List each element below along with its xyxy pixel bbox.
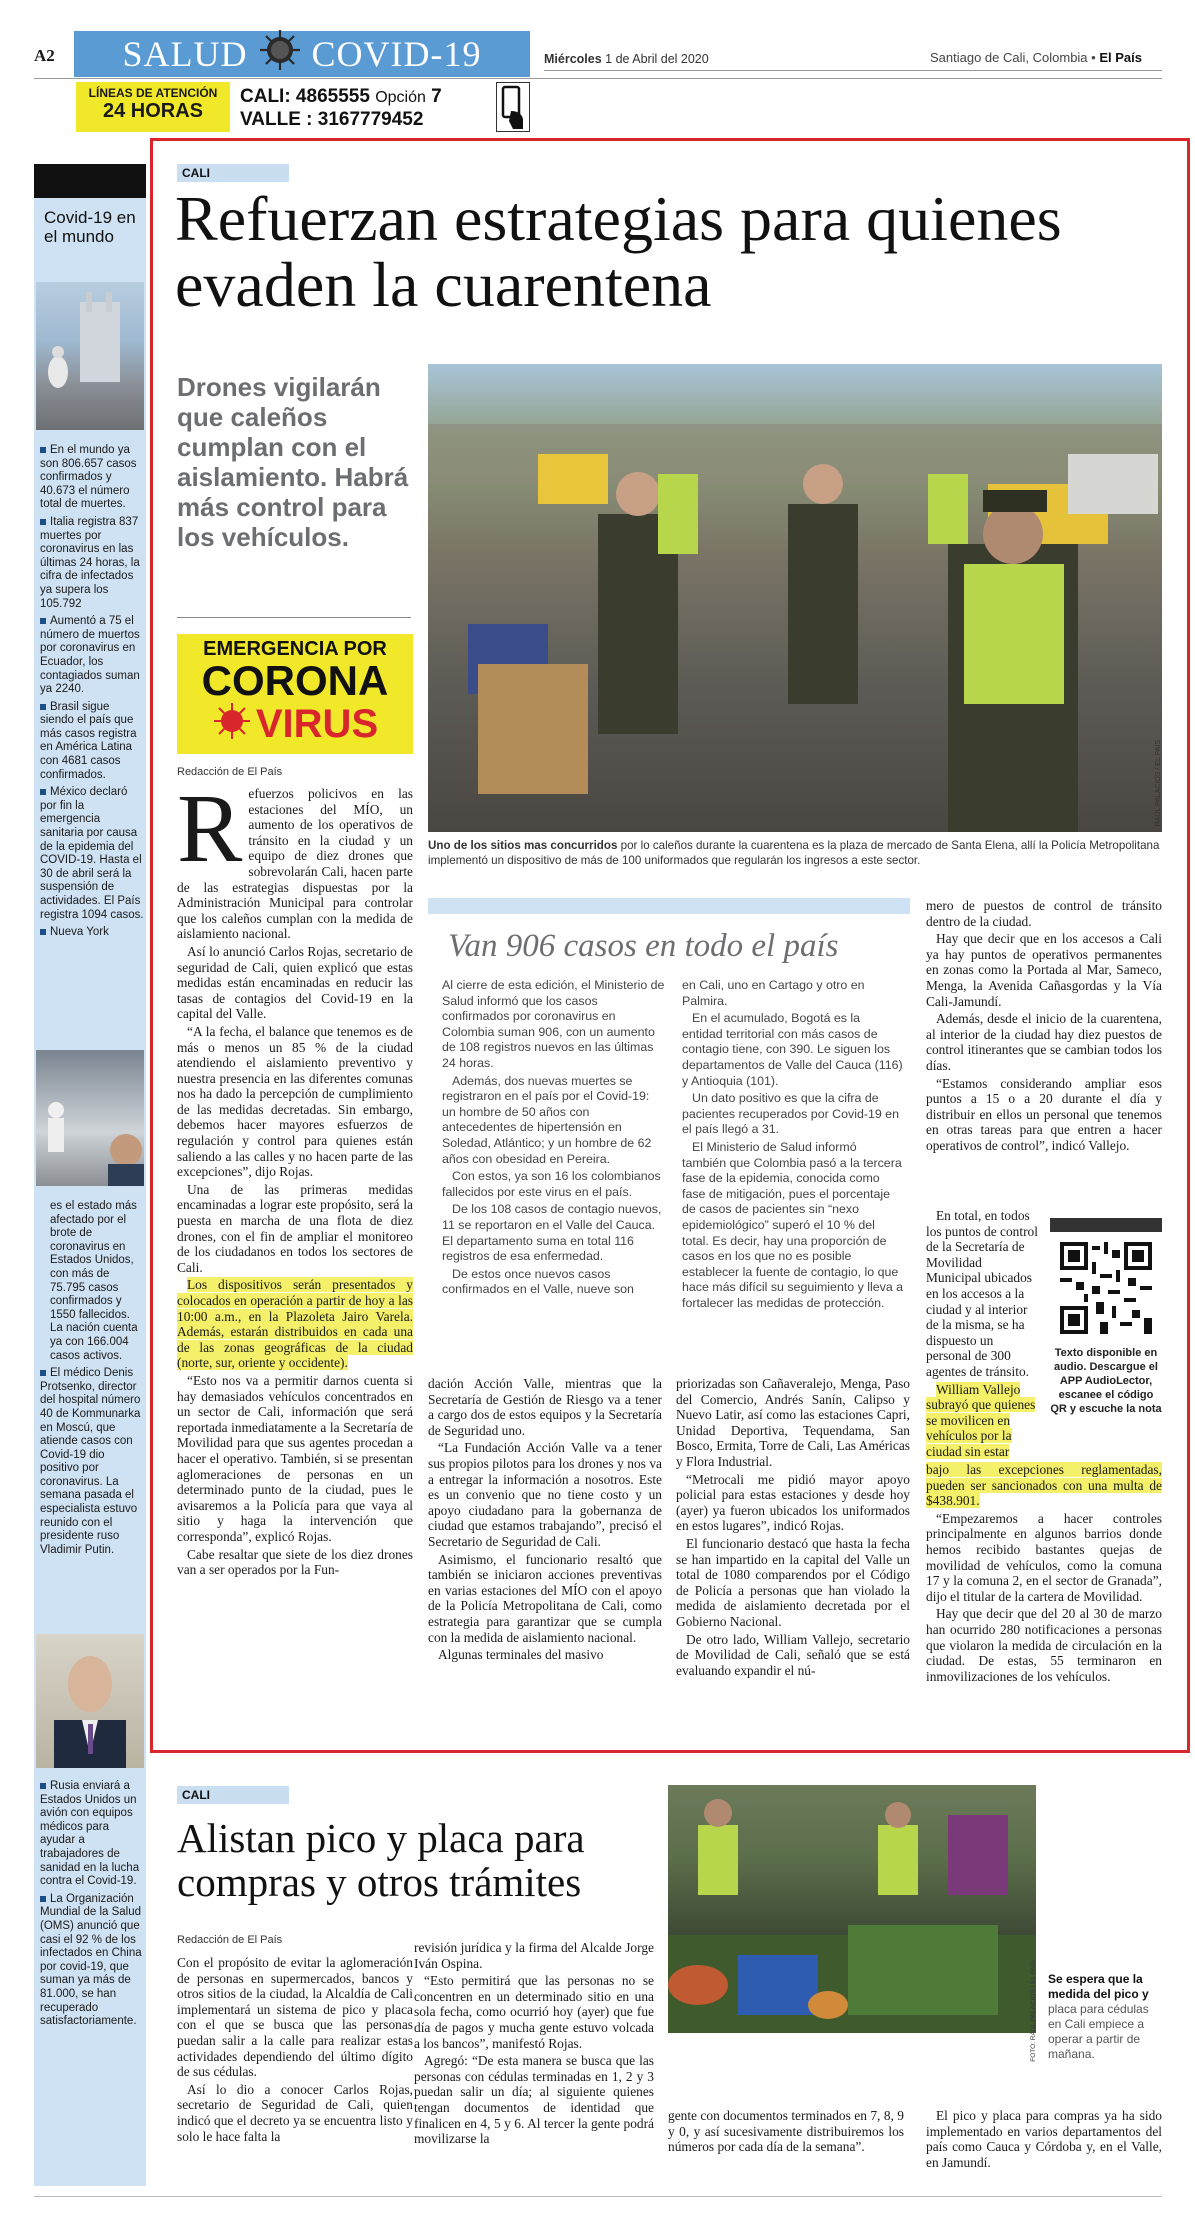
paragraph: gente con documentos terminados en 7, 8, 9 y 0, y así sucesivamente distribuiremos los números por cada día de la semana”. (668, 2108, 904, 2155)
paragraph: Cabe resaltar que siete de los diez drones van a ser operados por la Fun- (177, 1546, 413, 1578)
second-photo-caption (1048, 1972, 1164, 2062)
paragraph: dación Acción Valle, mientras que la Secretaría de Gestión de Riesgo va a tener a cargo dos de estos equipos y la Secretaría de Seguridad uno. (428, 1376, 662, 1438)
sidebox (428, 898, 910, 1362)
phone-hand-icon (496, 82, 530, 132)
section-banner (74, 31, 530, 77)
sidebox-column-1 (442, 978, 666, 1300)
sidebox-title: Van 906 casos en todo el país (448, 928, 839, 964)
sidebar-item: Brasil sigue siendo el país que más casos registra en América Latina con 4681 casos confirmados. (40, 700, 137, 781)
cali-phone: CALI: 4865555 (240, 86, 370, 107)
paragraph: De otro lado, William Vallejo, secretario de Movilidad de Cali, señaló que se está evaluando expandir el nú- (676, 1631, 910, 1678)
paragraph: efuerzos policivos en las estaciones del MÍO, un aumento de los operativos de tránsito en la ciudad y un equipo de diez drones que sobrevolarán Cali, hacen parte de las estrategias dispuestas por la Administración Municipal para controlar que los caleños cumplan con la medida de aislamiento nacional. (177, 786, 413, 942)
paper-name: El País (1099, 50, 1142, 65)
sidebar-item: Aumentó a 75 el número de muertos por coronavirus en Ecuador, los contagiados suman ya 2240. (40, 615, 140, 696)
drop-cap: R (177, 775, 243, 883)
second-column-4 (926, 2108, 1162, 2172)
sidebar-item: Nueva York (40, 926, 144, 940)
footer-rule (34, 2196, 1162, 2197)
paragraph: “Empezaremos a hacer controles principalmente en algunos barrios donde hemos recibido bastantes quejas de movilidad de vehículos, como la comuna 17 y la comuna 2, en el sector de Granada”, dijo el titular de la cartera de Movilidad. (926, 1510, 1162, 1604)
paragraph: revisión jurídica y la firma del Alcalde Jorge Iván Ospina. (414, 1940, 654, 1971)
caption-lead: Uno de los sitios mas concurridos (428, 839, 618, 852)
byline: Redacción de El País (177, 766, 283, 778)
article-column-4-narrow (926, 1208, 1038, 1462)
date-line (544, 52, 709, 66)
paragraph: Un dato positivo es que la cifra de pacientes recuperados por Covid-19 en el país llegó a 31. (682, 1091, 899, 1137)
sidebar-item: Rusia enviará a Estados Unidos un avión con equipos médicos para ayudar a trabajadores de sanidad en la lucha contra el Covid-19. (40, 1780, 140, 1888)
second-byline: Redacción de El País (177, 1934, 283, 1946)
main-headline: Refuerzan estrategias para quienes evaden la cuarentena (175, 183, 1062, 320)
paragraph: Hay que decir que en los accesos a Cali ya hay puntos de operativos permanentes en zonas como la Portada al Mar, Sameco, Menga, la Avenida Cañasgordas y la Vía Cali-Jamundí. (926, 931, 1162, 1009)
sidebar-item: La Organización Mundial de la Salud (OMS) anunció que casi el 92 % de los infectados en China por covid-19, que suman ya más de 81.000, se han recuperado satisfactoriamente. (40, 1892, 142, 2028)
second-caption-lead: Se espera que la medida del pico y (1048, 1972, 1149, 2001)
paragraph: en Cali, uno en Cartago y otro en Palmira. (682, 978, 865, 1008)
highlighted-paragraph: Los dispositivos serán presentados y colocados en operación a partir de hoy a las 10:00 a.m., en la Plazoleta Jairo Varela. Además, estarán distribuidos en cada una de las zonas geográficas de la ciudad (norte, sur, oriente y occidente). (177, 1277, 413, 1371)
caption-text: por lo caleños durante la cuarentena es la plaza de mercado de Santa Elena, allí la Policía Metropolitana implementó un dispositivo de más de 100 uniformados que regularán los ingresos a este sector. (428, 839, 1160, 867)
paragraph: Además, dos nuevas muertes se registraron en el país por el Covid-19: un hombre de 50 años con antecedentes de hipertensión en Soledad, Atlántico; y un hombre de 62 años con obesidad en Pereira. (442, 1073, 652, 1166)
hotline-numbers (240, 86, 442, 131)
highlighted-paragraph: bajo las excepciones reglamentadas, pueden ser sancionados con una multa de $438.901. (926, 1462, 1162, 1509)
highlighted-paragraph: William Vallejo subrayó que quienes se movilicen en vehículos por la ciudad sin estar (926, 1381, 1036, 1459)
article-column-4 (926, 898, 1162, 1156)
cali-option-number: 7 (431, 86, 442, 107)
paragraph: mero de puestos de control de tránsito dentro de la ciudad. (926, 898, 1162, 929)
paragraph: “Esto permitirá que las personas no se concentren en un determinado sitio en una sola fecha, como ocurrió hoy (ayer) que fue día de pagos y mucha gente estuvo volcada a los bancos”, manifestó Rojas. (414, 1973, 654, 2051)
paragraph: En el acumulado, Bogotá es la entidad territorial con más casos de contagio tiene, con 390. Le siguen los departamentos de Valle del Cauca (116) y Antioquia (101). (682, 1011, 903, 1088)
emergency-line1: EMERGENCIA POR (203, 638, 387, 660)
second-photo (668, 1785, 1036, 2033)
article-column-2 (428, 1376, 662, 1665)
section-tag: CALI (177, 164, 289, 182)
paragraph: Con el propósito de evitar la aglomeración de personas en supermercados, bancos y otros sitios de la ciudad, la Alcaldía de Cali implementará un sistema de pico y placa con el que se busca que las personas puedan salir a la calle para realizar estas actividades dependiendo del último dígito de sus cédulas. (177, 1955, 413, 2080)
paragraph: “A la fecha, el balance que tenemos es de más o menos un 85 % de la ciudad atendiendo el aislamiento preventivo y nuestra presencia en las diferentes comunas nos ha dado la percepción de cumplimiento de las medidas decretadas. Sin embargo, debemos hacer mayores esfuerzos de regulación y control para quienes están saliendo a las calles y no hacen parte de las excepciones”, dijo Rojas. (177, 1023, 413, 1180)
deck: Drones vigilarán que caleños cumplan con el aislamiento. Habrá más control para los vehículos. (177, 372, 409, 552)
paragraph: Además, desde el inicio de la cuarentena, al interior de la ciudad hay diez puestos de control itinerantes que se cambian todos los días. (926, 1011, 1162, 1073)
paragraph: “Estamos considerando ampliar esos puntos a 15 o a 20 durante el día y distribuir en ellos un personal que tenemos en otras tareas para que entren a hacer operativos de control”, indicó Vallejo. (926, 1075, 1162, 1153)
sidebar-item: México declaró por fin la emergencia sanitaria por causa de la epidemia del COVID-19. Hasta el 30 de abril será la suspensión de actividades. El País registra 1094 casos. (40, 786, 144, 921)
cali-option-word: Opción (375, 89, 426, 106)
paragraph: El pico y placa para compras ya ha sido implementado en varios departamentos del país como Cauca y Córdoba y, en el Valle, en Jamundí. (926, 2108, 1162, 2170)
sidebar-list-1 (40, 444, 144, 944)
sidebox-column-2 (682, 978, 904, 1313)
emergency-line2: CORONA (201, 657, 389, 704)
paragraph: Una de las primeras medidas encaminadas a lograr este propósito, será la puesta en marcha de una flota de diez drones, con el fin de ampliar el monitoreo de los ciudadanos en todos los sectores de Cali. (177, 1181, 413, 1275)
paragraph: Así lo dio a conocer Carlos Rojas, secretario de Seguridad de Cali, quien indicó que el decreto ya se encuentra listo y solo le hace falta la (177, 2081, 413, 2144)
paragraph: De los 108 casos de contagio nuevos, 11 se reportaron en el Valle del Cauca. El departamento suma en total 116 registros de esa enfermedad. (442, 1202, 662, 1264)
date-rest: 1 de Abril del 2020 (605, 52, 709, 66)
sidebar-top-bar (34, 164, 146, 198)
paragraph: “Metrocali me pidió mayor apoyo policial para estas estaciones y desde hoy (ayer) ya fueron ubicados los uniformados en estos lugares”, indicó Rojas. (676, 1471, 910, 1534)
valle-phone: VALLE : 3167779452 (240, 109, 424, 130)
article-column-3 (676, 1376, 910, 1680)
second-column-3 (668, 2108, 904, 2157)
paragraph: Al cierre de esta edición, el Ministerio de Salud informó que los casos confirmados por coronavirus en Colombia suman 906, con un aumento de 108 registros nuevos en las últimas 24 horas. (442, 978, 665, 1070)
header-rule (34, 78, 1162, 79)
paragraph: Agregó: “De esta manera se busca que las personas con cédulas terminadas en 1, 2 y 3 puedan salir un día; al siguiente quienes tengan documentos de identidad que finalicen en 4, 5 y 6. Al tercer la gente podrá movilizarse la (414, 2053, 654, 2147)
sidebar-photo-putin (36, 1634, 144, 1768)
deck-rule (177, 617, 411, 618)
sidebox-top-bar (428, 898, 910, 914)
second-photo-credit: FOTO: RAÚL PALACIOS / EL PAÍS (1030, 1960, 1037, 2062)
virus-icon (212, 701, 252, 746)
paragraph: Así lo anunció Carlos Rojas, secretario de seguridad de Cali, quien explicó que estas medidas están encaminadas en reducir las tasas de contagios del Covid-19 en la capital del Valle. (177, 943, 413, 1022)
paragraph: “Esto nos va a permitir darnos cuenta si hay demasiados vehículos concentrados en un sector de Cali, información que será reportada inmediatamente a la Secretaría de Movilidad para que sus agentes procedan a hacer el operativo. También, si se presentan aglomeraciones de personas en un determinado punto de la ciudad, pues le avisaremos a la Policía para que vaya al sitio y haga la intervención que corresponda”, explicó Rojas. (177, 1372, 413, 1544)
paragraph: Con estos, ya son 16 los colombianos fallecidos por este virus en el país. (442, 1169, 661, 1199)
second-caption-text: placa para cédulas en Cali empiece a operar a partir de mañana. (1048, 2002, 1149, 2061)
qr-block (1050, 1218, 1162, 1416)
main-photo (428, 364, 1162, 832)
sidebar-item: es el estado más afectado por el brote de coronavirus en Estados Unidos, con más de 75.795 casos confirmados y 1550 fallecidos. La nación cuenta ya con 166.004 casos activos. (50, 1200, 138, 1362)
article-column-4-bottom (926, 1462, 1162, 1686)
sidebar-list-2 (40, 1200, 144, 1561)
place-text: Santiago de Cali, Colombia • (930, 50, 1096, 65)
second-section-tag: CALI (177, 1786, 289, 1804)
photo-credit: RAÚL PALACIOS / EL PAÍS (1155, 740, 1162, 827)
banner-left-text: SALUD (122, 34, 248, 74)
emergency-line3: VIRUS (255, 701, 379, 746)
sidebar-item: El médico Denis Protsenko, director del hospital número 40 de Kommunarka en Moscú, que atiende casos con Covid-19 dio positivo por coronavirus. La semana pasada el especialista estuvo reunido con el presidente ruso Vladimir Putin. (40, 1367, 141, 1556)
article-column-1 (177, 775, 413, 1580)
paragraph: Hay que decir que del 20 al 30 de marzo han ocurrido 280 notificaciones a personas que violaron la medida de circulación en la ciudad. De estas, 55 terminaron en inmovilizaciones de los vehículos. (926, 1606, 1162, 1684)
paragraph: Asimismo, el funcionario resaltó que también se iniciaron acciones preventivas en varias estaciones del MÍO con el apoyo de la Policía Metropolitana de Cali, como estrategia para garantizar que se cumpla con la medida de aislamiento nacional. (428, 1551, 662, 1645)
hotline-label-line1: LÍNEAS DE ATENCIÓN (88, 86, 218, 100)
second-headline: Alistan pico y placa para compras y otros trámites (177, 1815, 585, 1905)
hotline-label (76, 82, 230, 132)
paragraph: El funcionario destacó que hasta la fecha se han impartido en la capital del Valle un total de 1080 comparendos por el Código de Policía a personas que han violado la medida de aislamiento decretada por el Gobierno Nacional. (676, 1535, 910, 1629)
sidebar-photo-italy (36, 282, 144, 430)
paragraph: Algunas terminales del masivo (438, 1647, 604, 1663)
sidebar-photo-newyork (36, 1050, 144, 1186)
paragraph: En total, en todos los puntos de control de la Secretaría de Movilidad Municipal ubicados en los accesos a la ciudad y al interior de la misma, se ha dispuesto un personal de 300 agentes de tránsito. (926, 1208, 1038, 1379)
sidebar-item: En el mundo ya son 806.657 casos confirmados y 40.673 el número total de muertes. (40, 444, 137, 511)
paragraph: “La Fundación Acción Valle va a tener sus propios pilotos para los drones y nos va a entregar la información a nosotros. Este es un convenio que no tiene costo y un apoyo ciudadano para la gobernanza de ciudad que estamos trabajando”, precisó el Secretario de Seguridad de Cali. (428, 1440, 662, 1549)
paragraph: De estos once nuevos casos confirmados en el Valle, nueve son (442, 1266, 634, 1297)
header-rule-right (544, 70, 1162, 71)
sidebar-title: Covid-19 en el mundo (44, 208, 136, 246)
banner-right-text: COVID-19 (311, 34, 482, 74)
sidebar-list-3 (40, 1780, 144, 2033)
qr-top-bar (1050, 1218, 1162, 1232)
second-column-1 (177, 1955, 413, 2146)
date-day: Miércoles (544, 52, 602, 66)
emergency-badge (177, 634, 413, 754)
hotline-label-line2: 24 HORAS (102, 100, 204, 122)
photo-caption (428, 838, 1162, 868)
second-column-2 (414, 1940, 654, 2149)
paragraph: priorizadas son Cañaveralejo, Menga, Paso del Comercio, Andrés Sanín, Calipso y Nuevo Latir, así como las estaciones Capri, Unidad Deportiva, Tequendama, San Bosco, Ermita, Torre de Cali, Las Américas y Flora Industrial. (676, 1376, 910, 1469)
paragraph: El Ministerio de Salud informó también que Colombia pasó a la tercera fase de la epidemia, conocida como fase de mitigación, pues el porcentaje de casos de pacientes sin “nexo epidemiológico” superó el 10 % del total. Es decir, hay una proporción de casos en los que no es posible establecer la fuente de contagio, lo que hace más difícil su seguimiento y lleva a fortalecer las medidas de protección. (682, 1139, 904, 1310)
page-number: A2 (34, 46, 55, 65)
virus-icon (258, 28, 302, 81)
qr-code-icon (1060, 1242, 1152, 1334)
qr-caption: Texto disponible en audio. Descargue el APP AudioLector, escanee el código QR y escuche la nota (1050, 1347, 1162, 1415)
place-line (930, 50, 1142, 65)
sidebar-item: Italia registra 837 muertes por coronavirus en las últimas 24 horas, la cifra de infectados ya supera los 105.792 (40, 515, 140, 610)
